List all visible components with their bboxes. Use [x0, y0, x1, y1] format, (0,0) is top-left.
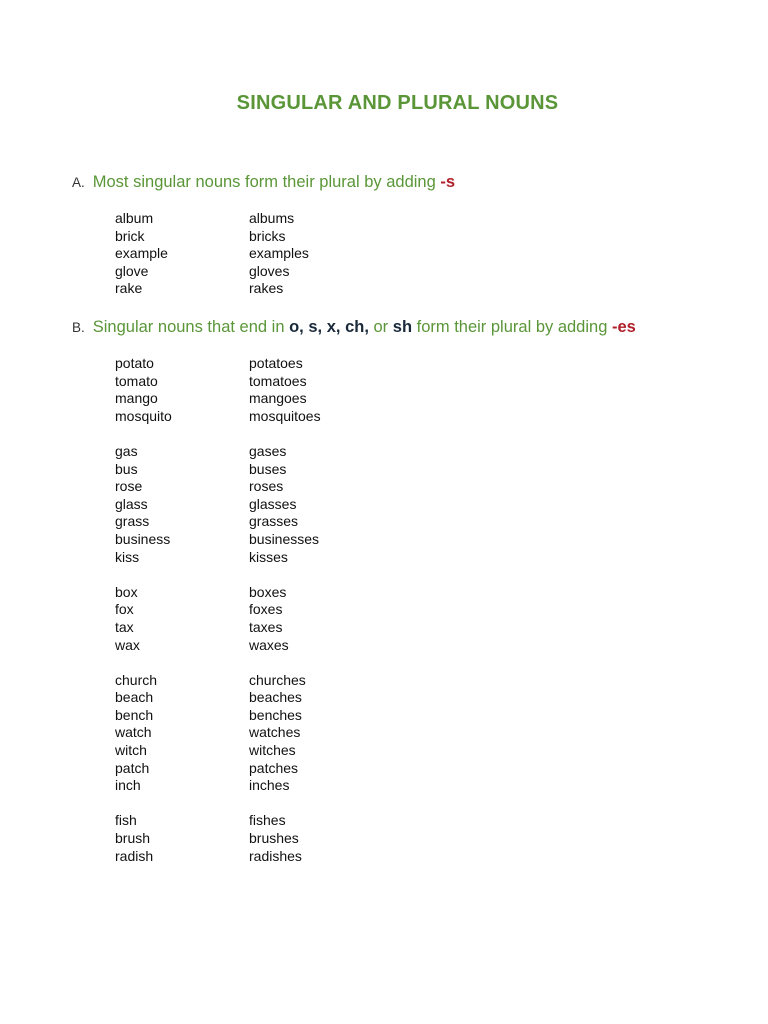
plural-word: patches	[249, 759, 299, 776]
page-title: SINGULAR AND PLURAL NOUNS	[236, 92, 559, 114]
plural-word: albums	[249, 210, 295, 226]
section-b-word-list	[115, 355, 399, 865]
singular-word: bus	[115, 460, 138, 477]
section-a-text: Most singular nouns form their plural by adding	[92, 173, 441, 191]
section-a-heading	[72, 173, 455, 192]
singular-word: grass	[115, 513, 150, 530]
plural-word: gloves	[249, 262, 290, 279]
word-pair-row	[115, 280, 399, 298]
singular-word: witch	[115, 742, 147, 759]
singular-word: beach	[115, 689, 154, 706]
plural-word: boxes	[249, 583, 287, 600]
word-pair-row	[115, 228, 399, 246]
ending-x: x,	[326, 318, 341, 336]
section-b-text-1: Singular nouns that end in	[92, 318, 290, 336]
plural-word: examples	[249, 245, 309, 262]
plural-word: potatoes	[249, 355, 303, 371]
ending-o: o,	[289, 318, 304, 336]
plural-word: buses	[249, 460, 287, 477]
singular-word: fish	[115, 812, 137, 829]
plural-word: radishes	[249, 847, 302, 864]
singular-word: bench	[115, 706, 154, 723]
word-pair-row	[115, 672, 399, 690]
word-pair-row	[115, 637, 399, 655]
group-spacer	[115, 795, 399, 813]
word-pair-row	[115, 584, 399, 602]
plural-word: inches	[249, 777, 290, 794]
singular-word: wax	[115, 636, 140, 653]
singular-word: business	[115, 530, 171, 547]
plural-word: brushes	[249, 830, 299, 847]
plural-word: taxes	[249, 618, 283, 635]
plural-word: benches	[249, 706, 302, 723]
word-pair-row	[115, 707, 399, 725]
plural-word: mosquitoes	[249, 407, 321, 424]
singular-word: kiss	[115, 548, 140, 565]
plural-word: churches	[249, 671, 306, 688]
ending-sh: sh	[392, 318, 413, 336]
word-pair-row	[115, 601, 399, 619]
word-pair-row	[115, 355, 399, 373]
plural-word: rakes	[249, 280, 284, 297]
word-pair-row	[115, 689, 399, 707]
singular-word: potato	[115, 355, 154, 371]
singular-word: inch	[115, 777, 141, 794]
plural-word: roses	[249, 478, 284, 495]
singular-word: radish	[115, 847, 154, 864]
group-spacer	[115, 425, 399, 443]
plural-word: foxes	[249, 601, 283, 618]
word-pair-row	[115, 245, 399, 263]
plural-word: gases	[249, 442, 287, 459]
ending-ch: ch,	[345, 318, 369, 336]
plural-word: fishes	[249, 812, 286, 829]
group-spacer	[115, 566, 399, 584]
plural-word: kisses	[249, 548, 288, 565]
word-pair-row	[115, 478, 399, 496]
section-b-text-2: form their plural by adding	[412, 318, 612, 336]
singular-word: patch	[115, 759, 150, 776]
plural-word: businesses	[249, 530, 320, 547]
word-pair-row	[115, 742, 399, 760]
word-pair-row	[115, 848, 399, 866]
word-pair-row	[115, 619, 399, 637]
word-pair-row	[115, 777, 399, 795]
singular-word: glove	[115, 262, 149, 279]
singular-word: example	[115, 245, 168, 262]
word-pair-row	[115, 373, 399, 391]
singular-word: church	[115, 671, 158, 688]
word-pair-row	[115, 390, 399, 408]
word-pair-row	[115, 531, 399, 549]
group-spacer	[115, 654, 399, 672]
word-pair-row	[115, 830, 399, 848]
or-word: or	[373, 318, 389, 336]
singular-word: brush	[115, 830, 151, 847]
word-pair-row	[115, 724, 399, 742]
plural-word: glasses	[249, 495, 297, 512]
singular-word: watch	[115, 724, 152, 741]
word-pair-row	[115, 760, 399, 778]
singular-word: album	[115, 210, 154, 226]
section-a-word-list	[115, 210, 399, 298]
singular-word: mango	[115, 390, 158, 407]
singular-word: tax	[115, 618, 134, 635]
plural-word: grasses	[249, 513, 299, 530]
plural-word: waxes	[249, 636, 289, 653]
section-a-suffix: -s	[440, 173, 456, 191]
word-pair-row	[115, 812, 399, 830]
word-pair-row	[115, 263, 399, 281]
section-b-suffix: -es	[611, 318, 636, 336]
ending-s: s,	[308, 318, 323, 336]
singular-word: rose	[115, 478, 143, 495]
section-b-heading	[72, 318, 636, 337]
section-b-letter: B.	[72, 320, 85, 335]
plural-word: tomatoes	[249, 372, 307, 389]
singular-word: brick	[115, 227, 145, 244]
word-pair-row	[115, 408, 399, 426]
word-pair-row	[115, 210, 399, 228]
singular-word: mosquito	[115, 407, 172, 424]
plural-word: bricks	[249, 227, 286, 244]
singular-word: box	[115, 583, 138, 600]
word-pair-row	[115, 513, 399, 531]
singular-word: tomato	[115, 372, 158, 389]
word-pair-row	[115, 549, 399, 567]
word-pair-row	[115, 461, 399, 479]
word-pair-row	[115, 496, 399, 514]
plural-word: beaches	[249, 689, 302, 706]
plural-word: mangoes	[249, 390, 307, 407]
singular-word: gas	[115, 442, 138, 459]
section-a-letter: A.	[72, 175, 85, 190]
singular-word: rake	[115, 280, 143, 297]
plural-word: watches	[249, 724, 301, 741]
singular-word: fox	[115, 601, 134, 618]
singular-word: glass	[115, 495, 148, 512]
word-pair-row	[115, 443, 399, 461]
plural-word: witches	[249, 742, 296, 759]
